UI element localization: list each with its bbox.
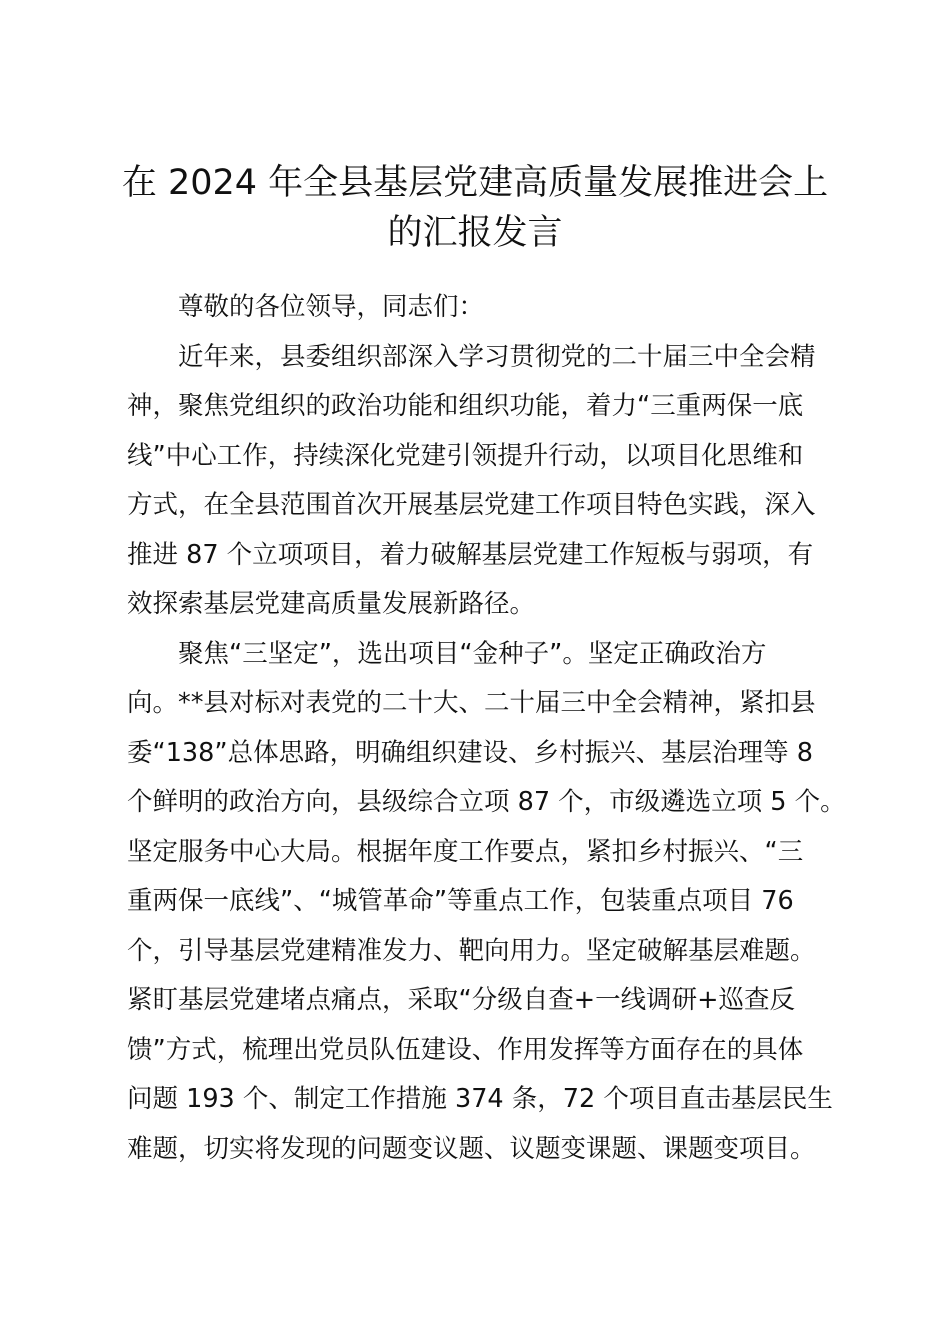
paragraph-1 — [127, 333, 839, 630]
salutation — [127, 283, 839, 333]
paragraph-2 — [127, 630, 846, 1175]
paragraph-line: 推进 87 个立项项目，着力破解基层党建工作短板与弱项，有 — [127, 539, 814, 570]
paragraph-line: 难题，切实将发现的问题变议题、议题变课题、课题变项目。 — [127, 1133, 816, 1164]
paragraph-line: 问题 193 个、制定工作措施 374 条，72 个项目直击基层民生 — [127, 1084, 833, 1114]
paragraph-line: 聚焦“三坚定”，选出项目“金种子”。坚定正确政治方 — [178, 638, 767, 669]
document-title — [100, 158, 850, 258]
paragraph-line: 方式，在全县范围首次开展基层党建工作项目特色实践，深入 — [127, 490, 816, 520]
paragraph-line: 紧盯基层党建堵点痛点，采取“分级自查+一线调研+巡查反 — [127, 985, 795, 1015]
paragraph-line: 向。**县对标对表党的二十大、二十届三中全会精神，紧扣县 — [127, 688, 816, 718]
paragraph-line: 线”中心工作，持续深化党建引领提升行动，以项目化思维和 — [127, 440, 804, 471]
paragraph-line: 坚定服务中心大局。根据年度工作要点，紧扣乡村振兴、“三 — [127, 836, 804, 867]
paragraph-line: 委“138”总体思路，明确组织建设、乡村振兴、基层治理等 8 — [127, 737, 813, 768]
paragraph-line: 馈”方式，梳理出党员队伍建设、作用发挥等方面存在的具体 — [127, 1034, 804, 1065]
document-body — [127, 283, 846, 1174]
paragraph-line: 重两保一底线”、“城管革命”等重点工作，包装重点项目 76 — [127, 886, 794, 916]
paragraph-line: 近年来，县委组织部深入学习贯彻党的二十届三中全会精 — [178, 341, 816, 372]
paragraph-line: 个，引导基层党建精准发力、靶向用力。坚定破解基层难题。 — [127, 935, 816, 966]
salutation-text: 尊敬的各位领导，同志们： — [178, 292, 485, 322]
paragraph-line: 效探索基层党建高质量发展新路径。 — [127, 589, 536, 619]
title-line-2: 的汇报发言 — [387, 213, 563, 253]
paragraph-line: 个鲜明的政治方向，县级综合立项 87 个，市级遴选立项 5 个。 — [127, 787, 846, 817]
paragraph-line: 神，聚焦党组织的政治功能和组织功能，着力“三重两保一底 — [127, 391, 804, 421]
title-line-1: 在 2024 年全县基层党建高质量发展推进会上 — [121, 163, 829, 203]
